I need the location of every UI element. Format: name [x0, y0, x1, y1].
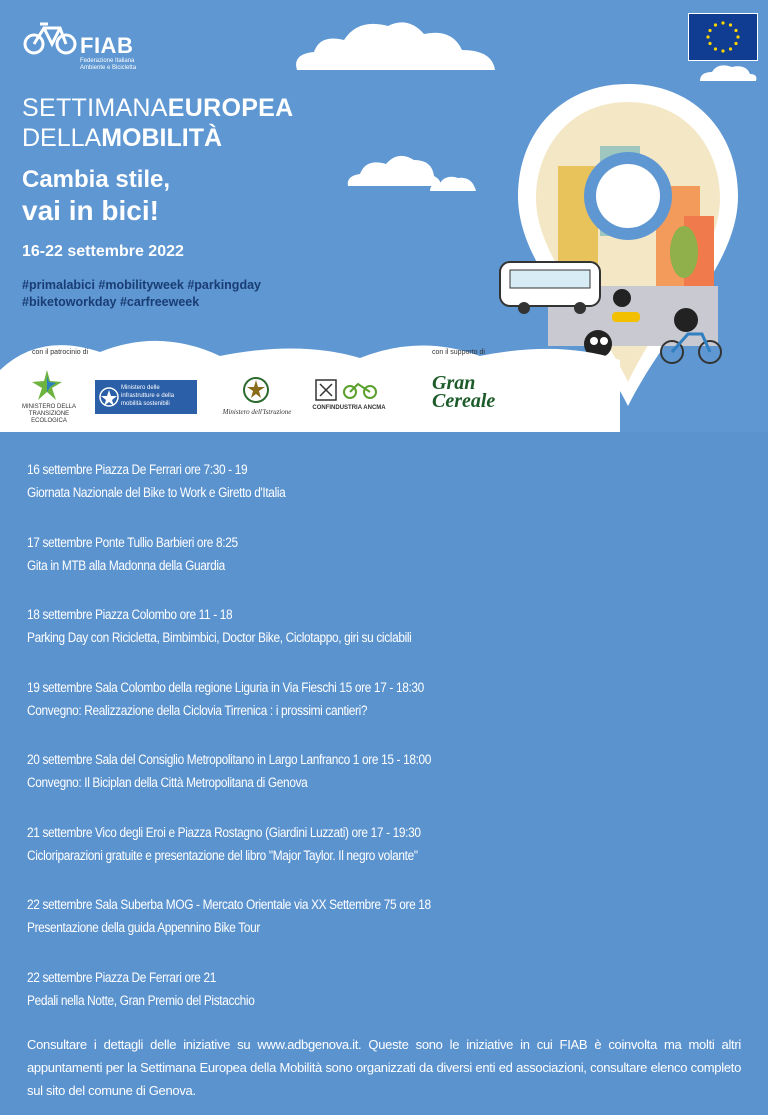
event-description: Gita in MTB alla Madonna della Guardia: [27, 557, 225, 573]
confindustria-logo-icon: [314, 378, 384, 402]
slogan-line-1: Cambia stile,: [22, 166, 171, 193]
emblem-icon: [99, 386, 119, 408]
event-description: Cicloriparazioni gratuite e presentazione del libro "Major Taylor. Il negro volante": [27, 847, 418, 863]
cloud-small: [428, 172, 478, 192]
event-item: [27, 458, 742, 531]
slogan-line-2: vai in bici!: [22, 195, 159, 226]
patronage-label: con il patrocinio di: [32, 349, 89, 356]
sponsor-ministry-education: Ministero dell'Istruzione: [222, 408, 292, 416]
title-line-2: DELLAMOBILITÀ: [22, 124, 223, 152]
footer-note: Consultare i dettagli delle iniziative su www.adbgenova.it. Queste sono le iniziative in cui FIAB è coinvolta ma molti altri appuntamenti per la Settimana Europea della Mobilità sono organizzati da diversi enti ed associazioni, consultare elenco completo sul sito del comune di Genova.: [27, 1037, 741, 1098]
cloud-top: [292, 16, 497, 72]
republic-emblem-icon: [242, 376, 270, 404]
eu-flag-icon: [688, 13, 758, 61]
fiab-logo-text: FIAB: [80, 33, 134, 58]
event-item: [27, 966, 742, 1039]
title-line-1: SETTIMANAEUROPEA: [22, 94, 294, 122]
event-when-where: 18 settembre Piazza Colombo ore 11 - 18: [27, 607, 233, 622]
event-when-where: 22 settembre Piazza De Ferrari ore 21: [27, 969, 217, 985]
sponsor-confindustria: CONFINDUSTRIA ANCMA: [312, 405, 386, 411]
event-when-where: 17 settembre Ponte Tullio Barbieri ore 8:25: [27, 534, 238, 550]
sponsor-ministry-infra: Ministero delle infrastrutture e della mobilità sostenibili: [121, 385, 175, 407]
support-label: con il supporto di: [432, 349, 485, 356]
event-when-where: 21 settembre Vico degli Eroi e Piazza Rostagno (Giardini Luzzati) ore 17 - 19:30: [27, 824, 421, 840]
events-list: [27, 458, 742, 1038]
event-item: [27, 603, 742, 676]
event-description: Presentazione della guida Appennino Bike Tour: [27, 920, 260, 935]
hashtags-line-1: #primalabici #mobilityweek #parkingday: [22, 278, 261, 292]
gran-cereale-logo: Gran Cereale: [432, 372, 496, 412]
event-description: Pedali nella Notte, Gran Premio del Pistacchio: [27, 992, 255, 1008]
event-item: [27, 748, 742, 821]
event-when-where: 19 settembre Sala Colombo della regione Liguria in Via Fieschi 15 ore 17 - 18:30: [27, 679, 424, 695]
hashtags-line-2: #biketoworkday #carfreeweek: [22, 295, 200, 309]
star-logo-icon: [30, 368, 64, 402]
event-when-where: 20 settembre Sala del Consiglio Metropolitano in Largo Lanfranco 1 ore 15 - 18:00: [27, 752, 432, 767]
fiab-logo-subtitle: Federazione Italiana Ambiente e Bicicletta: [80, 58, 137, 71]
bicycle-logo-icon: [22, 20, 78, 56]
event-description: Parking Day con Ricicletta, Bimbimbici, Doctor Bike, Ciclotappo, giri su ciclabili: [27, 630, 412, 645]
event-description: Convegno: Il Biciplan della Città Metropolitana di Genova: [27, 775, 308, 790]
event-item: [27, 893, 742, 966]
event-when-where: 16 settembre Piazza De Ferrari ore 7:30 - 19: [27, 462, 248, 477]
event-item: [27, 676, 742, 749]
sponsor-ministry-infra-box: [95, 380, 197, 414]
sponsor-ministry-ecology: MINISTERO DELLA TRANSIZIONE ECOLOGICA: [21, 404, 76, 424]
event-item: [27, 531, 742, 604]
event-when-where: 22 settembre Sala Suberba MOG - Mercato Orientale via XX Settembre 75 ore 18: [27, 897, 431, 912]
event-description: Giornata Nazionale del Bike to Work e Giretto d'Italia: [27, 485, 286, 500]
event-description: Convegno: Realizzazione della Ciclovia Tirrenica : i prossimi cantieri?: [27, 702, 368, 718]
event-item: [27, 821, 742, 894]
header-banner: [0, 0, 768, 432]
event-dates: 16-22 settembre 2022: [22, 243, 184, 260]
